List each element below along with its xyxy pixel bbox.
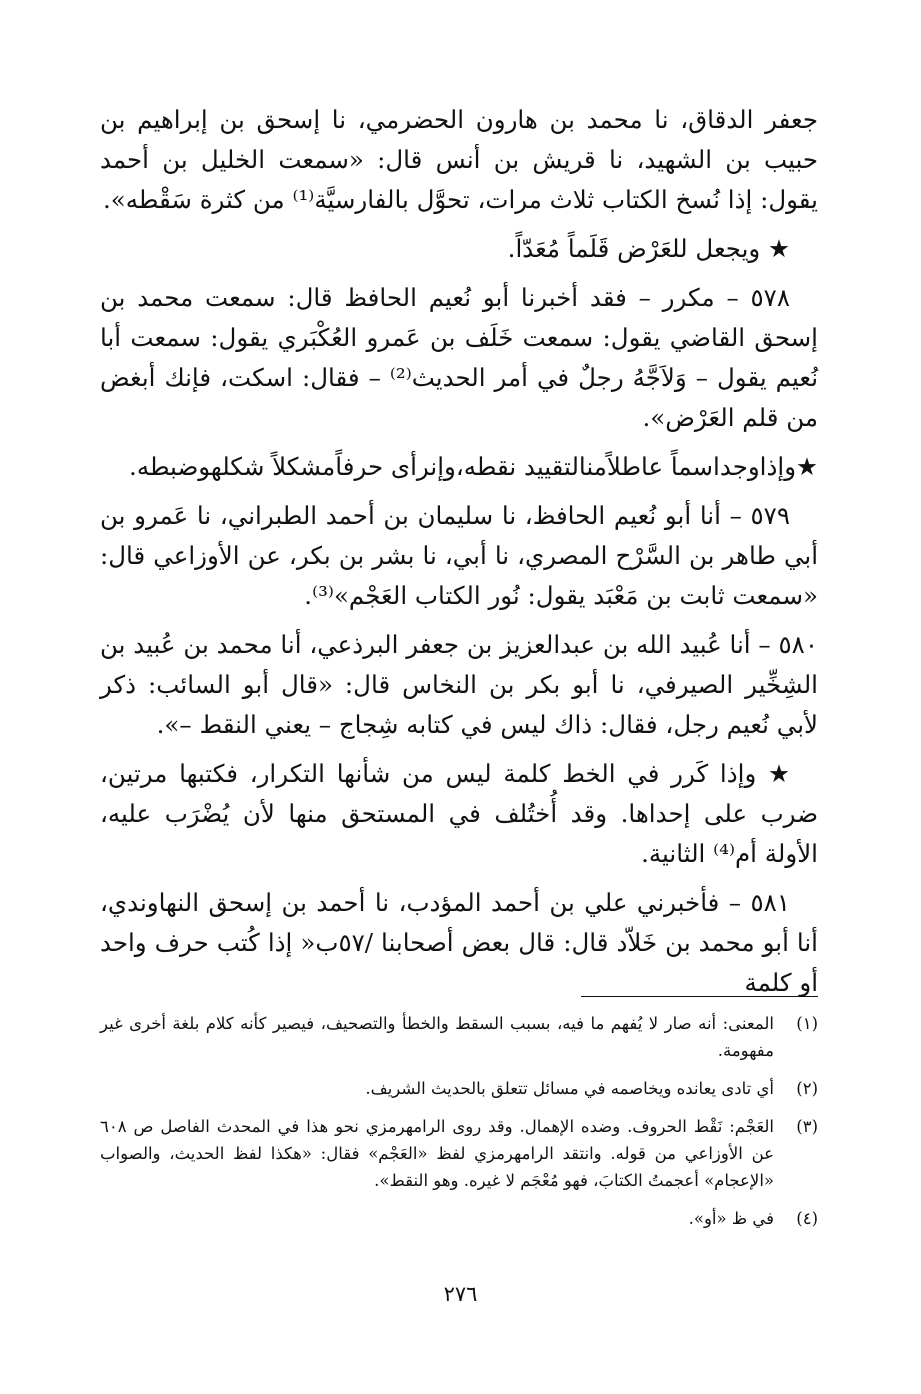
footnote-number: (١): [796, 1014, 818, 1033]
paragraph-1: جعفر الدقاق، نا محمد بن هارون الحضرمي، نا إسحق بن إبراهيم بن حبيب بن الشهيد، نا قريش بن أنس قال: «سمعت الخليل بن أحمد يقول: إذا نُسخ الكتاب ثلاث مرات، تحوَّل بالفارسيَّة⁽¹⁾ من كثرة سَقْطه».: [100, 105, 818, 214]
paragraph-581: ٥٨١ – فأخبرني علي بن أحمد المؤدب، نا أحمد بن إسحق النهاوندي، أنا أبو محمد بن خَلاّد قال: قال بعض أصحابنا /٥٧ب« إذا كُتب حرف واحد أو كلمة: [100, 888, 818, 997]
footnote-text: في ظ «أو».: [688, 1209, 774, 1228]
paragraph-579: ٥٧٩ – أنا أبو نُعيم الحافظ، نا سليمان بن أحمد الطبراني، نا عَمرو بن أبي طاهر بن السَّرْح المصري، نا أبي، نا بشر بن بكر، عن الأوزاعي قال: «سمعت ثابت بن مَعْبَد يقول: نُور الكتاب العَجْم»⁽³⁾.: [100, 501, 818, 610]
page-number: ٢٧٦: [443, 1282, 478, 1306]
paragraph-2: ★ ويجعل للعَرْض قَلَماً مُعَدّاً.: [507, 234, 790, 263]
footnote-number: (٤): [796, 1209, 818, 1228]
footnote-number: (٢): [796, 1079, 818, 1098]
paragraph-star-naqt: ★وإذاوجداسماً عاطلاًمنالتقييد نقطه،وإنرأى حرفاًمشكلاً شكلهوضبطه.: [129, 452, 818, 481]
footnote-3: [100, 1113, 818, 1194]
footnote-text: المعنى: أنه صار لا يُفهم ما فيه، بسبب السقط والخطأ والتصحيف، فيصير كأنه كلام بلغة أخرى غير مفهومة.: [100, 1014, 774, 1060]
footnote-4: [100, 1205, 818, 1232]
footnotes: [100, 1010, 818, 1243]
footnote-text: العَجْم: نَقْط الحروف. وضده الإهمال. وقد روى الرامهرمزي نحو هذا في المحدث الفاصل ص ٦٠٨ عن الأوزاعي من قوله. وانتقد الرامهرمزي لفظ «العَجْم» فقال: «هكذا لفظ الحديث، والصواب «الإعجام» أعجمتُ الكتابَ، فهو مُعْجَم لا غيره. وهو النقط».: [100, 1117, 774, 1190]
footnote-divider: [581, 996, 818, 997]
main-text: [100, 100, 818, 1012]
footnote-number: (٣): [796, 1117, 818, 1136]
paragraph-578: ٥٧٨ – مكرر – فقد أخبرنا أبو نُعيم الحافظ قال: سمعت محمد بن إسحق القاضي يقول: سمعت خَلَف بن عَمرو العُكْبَري يقول: سمعت أبا نُعيم يقول – وَلاَجَّهُ رجلٌ في أمر الحديث⁽²⁾ – فقال: اسكت، فإنك أبغض من قلم العَرْض».: [100, 283, 819, 432]
footnote-2: [100, 1075, 818, 1102]
paragraph-star-karrara: ★ وإذا كَرر في الخط كلمة ليس من شأنها التكرار، فكتبها مرتين، ضرب على إحداها. وقد أُختُلف في المستحق منها لأن يُضْرَب عليه، الأولة أم⁽⁴⁾ الثانية.: [100, 759, 818, 868]
paragraph-580: ٥٨٠ – أنا عُبيد الله بن عبدالعزيز بن جعفر البرذعي، أنا محمد بن عُبيد بن الشِخِّير الصيرفي، نا أبو بكر بن النخاس قال: «قال أبو السائب: ذكر لأبي نُعيم رجل، فقال: ذاك ليس في كتابه شِجاج – يعني النقط –».: [100, 630, 818, 739]
footnote-text: أي تادى يعانده ويخاصمه في مسائل تتعلق بالحديث الشريف.: [365, 1079, 774, 1098]
footnote-1: [100, 1010, 818, 1064]
